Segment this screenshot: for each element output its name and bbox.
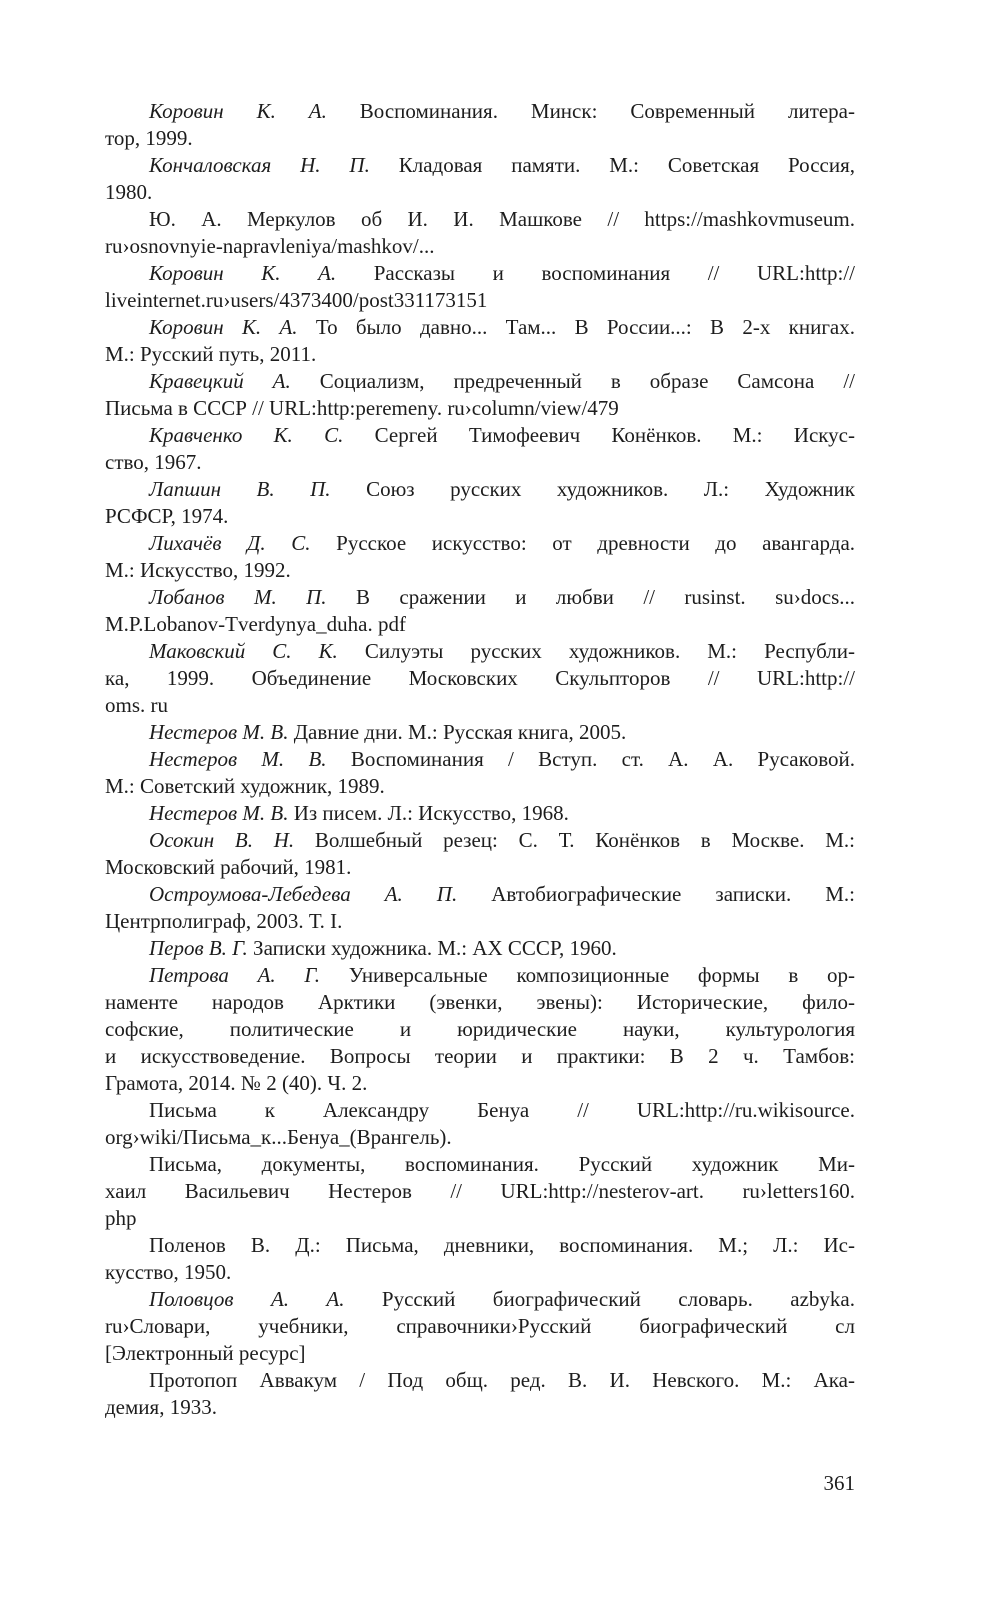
entry-line xyxy=(105,1394,855,1421)
bibliography-entry xyxy=(105,152,855,206)
entry-line xyxy=(105,1232,855,1259)
entry-text: кусство, 1950. xyxy=(105,1260,232,1284)
entry-text: и искусствоведение. Вопросы теории и практики: В 2 ч. Тамбов: xyxy=(105,1044,855,1068)
entry-line xyxy=(105,314,855,341)
entry-line xyxy=(105,665,855,692)
entry-text: софские, политические и юридические науки, культурология xyxy=(105,1017,855,1041)
entry-line xyxy=(105,638,855,665)
entry-text: Силуэты русских художников. М.: Республи- xyxy=(337,639,855,663)
entry-text: Ю. А. Меркулов об И. И. Машкове // https://mashkovmuseum. xyxy=(149,207,855,231)
bibliography-entry xyxy=(105,1097,855,1151)
entry-text: php xyxy=(105,1206,137,1230)
entry-text: Русский биографический словарь. azbyka. xyxy=(344,1287,855,1311)
author-name: Перов В. Г. xyxy=(149,936,248,960)
bibliography-entry xyxy=(105,476,855,530)
entry-text: ru›Словари, учебники, справочники›Русский биографический сл xyxy=(105,1314,855,1338)
entry-line xyxy=(105,827,855,854)
bibliography-entry xyxy=(105,746,855,800)
entry-line xyxy=(105,746,855,773)
entry-text: 1980. xyxy=(105,180,153,204)
entry-text: Сергей Тимофеевич Конёнков. М.: Искус- xyxy=(343,423,855,447)
entry-text: Союз русских художников. Л.: Художник xyxy=(330,477,855,501)
entry-line xyxy=(105,1340,855,1367)
entry-line xyxy=(105,233,855,260)
author-name: Нестеров М. В. xyxy=(149,801,289,825)
author-name: Кончаловская Н. П. xyxy=(149,153,370,177)
bibliography-entry xyxy=(105,530,855,584)
entry-text: oms. ru xyxy=(105,693,168,717)
author-name: Петрова А. Г. xyxy=(149,963,321,987)
entry-text: Письма в СССР // URL:http:peremeny. ru›column/view/479 xyxy=(105,396,619,420)
entry-line xyxy=(105,1205,855,1232)
bibliography-entry xyxy=(105,260,855,314)
author-name: Половцов А. А. xyxy=(149,1287,345,1311)
entry-text: То было давно... Там... В России...: В 2-х книгах. xyxy=(297,315,856,339)
entry-line xyxy=(105,1097,855,1124)
bibliography-entry xyxy=(105,638,855,719)
author-name: Нестеров М. В. xyxy=(149,720,289,744)
author-name: Осокин В. Н. xyxy=(149,828,295,852)
bibliography-entry xyxy=(105,98,855,152)
entry-text: М.: Русский путь, 2011. xyxy=(105,342,317,366)
entry-line xyxy=(105,1367,855,1394)
entry-text: Русское искусство: от древности до авангарда. xyxy=(310,531,856,555)
entry-text: Центрполиграф, 2003. Т. I. xyxy=(105,909,343,933)
author-name: Лихачёв Д. С. xyxy=(149,531,311,555)
entry-line xyxy=(105,1070,855,1097)
entry-line xyxy=(105,368,855,395)
entry-text: Кладовая памяти. М.: Советская Россия, xyxy=(369,153,855,177)
entry-line xyxy=(105,1124,855,1151)
entry-text: Письма к Александру Бенуа // URL:http://ru.wikisource. xyxy=(149,1098,855,1122)
entry-text: Воспоминания. Минск: Современный литера- xyxy=(326,99,855,123)
entry-text: Московский рабочий, 1981. xyxy=(105,855,352,879)
entry-line xyxy=(105,962,855,989)
bibliography-entry xyxy=(105,1367,855,1421)
entry-line xyxy=(105,341,855,368)
entry-line xyxy=(105,260,855,287)
entry-line xyxy=(105,1178,855,1205)
entry-text: Письма, документы, воспоминания. Русский художник Ми- xyxy=(149,1152,855,1176)
author-name: Кравецкий А. xyxy=(149,369,291,393)
entry-line xyxy=(105,449,855,476)
author-name: Лапшин В. П. xyxy=(149,477,331,501)
entry-text: ство, 1967. xyxy=(105,450,202,474)
entry-line xyxy=(105,422,855,449)
entry-text: хаил Васильевич Нестеров // URL:http://nesterov-art. ru›letters160. xyxy=(105,1179,855,1203)
bibliography-entry xyxy=(105,584,855,638)
author-name: Нестеров М. В. xyxy=(149,747,327,771)
entry-line xyxy=(105,692,855,719)
entry-text: тор, 1999. xyxy=(105,126,193,150)
bibliography-entry xyxy=(105,935,855,962)
entry-line xyxy=(105,1286,855,1313)
entry-text: Волшебный резец: С. Т. Конёнков в Москве. М.: xyxy=(294,828,855,852)
bibliography-entry xyxy=(105,314,855,368)
author-name: Лобанов М. П. xyxy=(149,585,327,609)
entry-line xyxy=(105,1043,855,1070)
bibliography-entry xyxy=(105,422,855,476)
entry-line xyxy=(105,503,855,530)
bibliography-entry xyxy=(105,368,855,422)
bibliography-entry xyxy=(105,881,855,935)
entry-text: наменте народов Арктики (эвенки, эвены): Исторические, фило- xyxy=(105,990,855,1014)
entry-text: М.: Искусство, 1992. xyxy=(105,558,291,582)
entry-line xyxy=(105,935,855,962)
entry-line xyxy=(105,206,855,233)
entry-line xyxy=(105,395,855,422)
entry-line xyxy=(105,1313,855,1340)
entry-text: Автобиографические записки. М.: xyxy=(457,882,855,906)
bibliography-list xyxy=(105,98,855,1421)
bibliography-entry xyxy=(105,962,855,1097)
entry-text: Универсальные композиционные формы в ор- xyxy=(320,963,855,987)
author-name: Маковский С. К. xyxy=(149,639,338,663)
bibliography-entry xyxy=(105,1232,855,1286)
entry-line xyxy=(105,989,855,1016)
entry-text: М.: Советский художник, 1989. xyxy=(105,774,385,798)
entry-line xyxy=(105,908,855,935)
entry-text: Протопоп Аввакум / Под общ. ред. В. И. Невского. М.: Ака- xyxy=(149,1368,855,1392)
bibliography-entry xyxy=(105,800,855,827)
author-name: Коровин К. А. xyxy=(149,315,298,339)
entry-line xyxy=(105,854,855,881)
entry-text: ка, 1999. Объединение Московских Скульпторов // URL:http:// xyxy=(105,666,855,690)
entry-line xyxy=(105,98,855,125)
entry-text: ru›osnovnyie-napravleniya/mashkov/... xyxy=(105,234,435,258)
entry-text: Давние дни. М.: Русская книга, 2005. xyxy=(288,720,627,744)
author-name: Коровин К. А. xyxy=(149,261,337,285)
entry-line xyxy=(105,1151,855,1178)
entry-text: РСФСР, 1974. xyxy=(105,504,229,528)
author-name: Остроумова-Лебедева А. П. xyxy=(149,882,458,906)
entry-text: liveinternet.ru›users/4373400/post331173151 xyxy=(105,288,488,312)
bibliography-entry xyxy=(105,827,855,881)
bibliography-entry xyxy=(105,1286,855,1367)
entry-line xyxy=(105,881,855,908)
entry-line xyxy=(105,773,855,800)
entry-line xyxy=(105,584,855,611)
bibliography-entry xyxy=(105,206,855,260)
entry-text: Грамота, 2014. № 2 (40). Ч. 2. xyxy=(105,1071,368,1095)
author-name: Кравченко К. С. xyxy=(149,423,344,447)
bibliography-entry xyxy=(105,719,855,746)
entry-text: org›wiki/Письма_к...Бенуа_(Врангель). xyxy=(105,1125,452,1149)
entry-line xyxy=(105,179,855,206)
entry-line xyxy=(105,611,855,638)
entry-text: демия, 1933. xyxy=(105,1395,217,1419)
entry-text: Записки художника. М.: АХ СССР, 1960. xyxy=(247,936,617,960)
entry-line xyxy=(105,1259,855,1286)
entry-line xyxy=(105,476,855,503)
entry-line xyxy=(105,530,855,557)
entry-line xyxy=(105,287,855,314)
entry-line xyxy=(105,557,855,584)
entry-text: В сражении и любви // rusinst. su›docs... xyxy=(326,585,855,609)
entry-text: [Электронный ресурс] xyxy=(105,1341,306,1365)
entry-text: Социализм, предреченный в образе Самсона // xyxy=(290,369,855,393)
entry-line xyxy=(105,719,855,746)
bibliography-entry xyxy=(105,1151,855,1232)
entry-line xyxy=(105,152,855,179)
entry-line xyxy=(105,125,855,152)
author-name: Коровин К. А. xyxy=(149,99,327,123)
entry-line xyxy=(105,800,855,827)
entry-text: Воспоминания / Вступ. ст. А. А. Русаковой. xyxy=(326,747,856,771)
entry-line xyxy=(105,1016,855,1043)
entry-text: Рассказы и воспоминания // URL:http:// xyxy=(336,261,856,285)
page-number: 361 xyxy=(823,1471,855,1495)
entry-text: M.P.Lobanov-Tverdynya_duha. pdf xyxy=(105,612,406,636)
entry-text: Поленов В. Д.: Письма, дневники, воспоминания. М.; Л.: Ис- xyxy=(149,1233,855,1257)
entry-text: Из писем. Л.: Искусство, 1968. xyxy=(288,801,569,825)
